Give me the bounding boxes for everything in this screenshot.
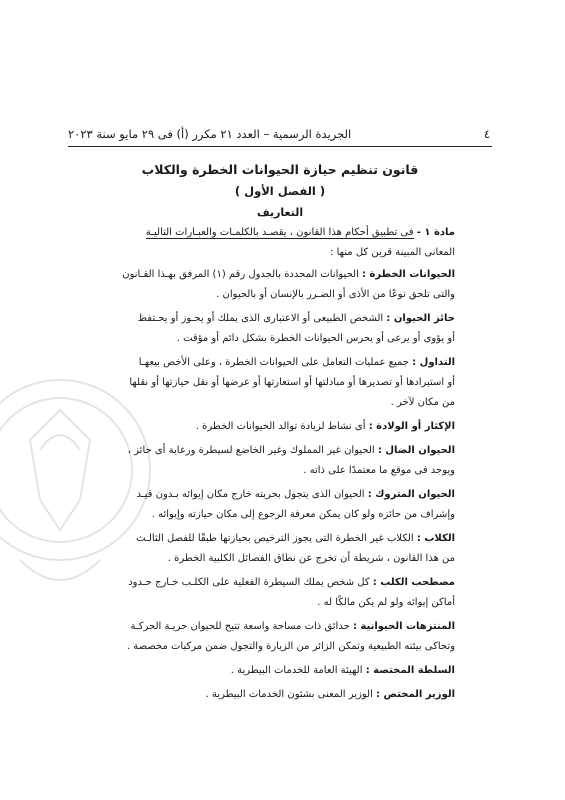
definition-animal-holder [138,312,455,326]
definition-continuation [303,464,455,478]
definition-stray-animal [128,444,455,458]
definition-term: السلطة المختصة : [365,665,455,676]
definition-term: الوزير المختص : [376,689,455,700]
definition-text: الحيوان غير المملوك وغير الخاضع لسيطرة ورعاية أى حائز ، [127,445,375,456]
definition-term: الحيوانات الخطرة : [362,269,455,280]
definition-text: من مكان لآخر . [390,397,455,408]
definition-text: أماكن إيوائه ولو لم يكن مالكًا له . [317,597,455,608]
page-number: ٤ [483,127,490,141]
definition-competent-authority [231,664,455,678]
definition-continuation [391,396,455,410]
definition-term: المنتزهات الحيوانية : [352,621,455,632]
definition-text: الشخص الطبيعى أو الاعتبارى الذى يملك أو يحـوز أو يحـتفظ [137,313,384,324]
law-title: قانون تنظيم حيازة الحيوانات الخطرة والكلاب [141,162,419,177]
definition-continuation [152,508,455,522]
definition-dog-companion [128,576,455,590]
definition-dangerous-animals [122,268,455,282]
article-1-text-1: فى تطبيق أحكام هذا القانون ، يقصـد بالكلمـات والعبـارات التاليـة [145,227,414,238]
section-title: التعاريف [256,206,304,219]
definition-text: أو يؤوى أو يرعى أو يحرس الحيوانات الخطرة بشكل دائم أو مؤقت . [176,333,455,344]
definition-term: حائز الحيوان : [386,313,455,324]
definition-text: كل شخص يملك السيطرة الفعلية على الكلـب خـارج حـدود [128,577,370,588]
definition-abandoned-animal [136,488,455,502]
definition-text: ويوجد فى موقع ما معتمدًا على ذاته . [303,465,455,476]
definition-continuation [127,640,455,654]
definition-text: جميع عمليات التعامل على الحيوانات الخطرة ، وعلى الأخص بيعهـا [138,357,409,368]
definition-term: الإكثار أو الولادة : [368,421,455,432]
definition-trading [139,356,455,370]
definition-text: وتحاكى بيئته الطبيعية وتمكن الزائر من الزيارة والتجول ضمن مركبات مخصصة . [126,641,455,652]
definition-continuation [129,376,455,390]
definition-text: الحيوان الذى يتجول بحريته خارج مكان إيوائه بـدون قيـد [136,489,365,500]
definition-continuation [317,596,455,610]
definition-text: من هذا القانون ، شريطة أن تخرج عن نطاق الفصائل الكلبية الخطرة . [167,553,455,564]
definition-term: التداول : [412,357,455,368]
definition-animal-parks [130,620,455,634]
definition-text: الوزير المعنى بشئون الخدمات البيطرية . [205,689,373,700]
definition-competent-minister [206,688,455,702]
definition-term: الكلاب : [416,533,455,544]
definition-text: الكلاب غير الخطرة التى يجوز الترخيص بحيازتها طبقًا للفصل الثالـث [136,533,414,544]
header-divider [68,146,492,147]
definition-text: الحيوانات المحددة بالجدول رقم (١) المرفق بهـذا القـانون [122,269,359,280]
article-1-text-2: المعانى المبينة قرين كل منها : [330,247,455,258]
definition-text: أى نشاط لزيادة توالد الحيوانات الخطرة . [195,421,366,432]
article-1-line-2 [330,246,455,260]
article-1-label: مادة ١ - [416,227,455,238]
definition-term: مصطحب الكلب : [372,577,455,588]
gazette-issue-line: الجريدة الرسمية – العدد ٢١ مكرر (أ) فى ٢٩ مايو سنة ٢٠٢٣ [68,127,352,141]
definition-continuation [216,288,455,302]
definition-text: الهيئة العامة للخدمات البيطرية . [230,665,363,676]
definition-text: والتى تلحق نوعًا من الأذى أو الضـرر بالإنسان أو بالحيوان . [216,289,455,300]
definition-term: الحيوان الضال : [377,445,455,456]
definition-text: وإشراف من حائزه ولو كان يمكن معرفة الرجوع إلى مكان حيازته وإيوائه . [151,509,455,520]
definition-continuation [177,332,455,346]
definition-text: أو استيرادها أو تصديرها أو مبادلتها أو استعارتها أو عرضها أو نقل حيازتها أو نقلها [129,377,455,388]
definition-continuation [168,552,455,566]
definition-dogs [136,532,455,546]
article-1-line-1 [146,226,455,240]
definition-term: الحيوان المتروك : [367,489,455,500]
page-header [68,126,490,142]
chapter-title: ( الفصل الأول ) [234,184,326,198]
definition-text: حدائق ذات مساحة واسعة تتيح للحيوان حريـة الحركـة [130,621,350,632]
definition-breeding [196,420,455,434]
